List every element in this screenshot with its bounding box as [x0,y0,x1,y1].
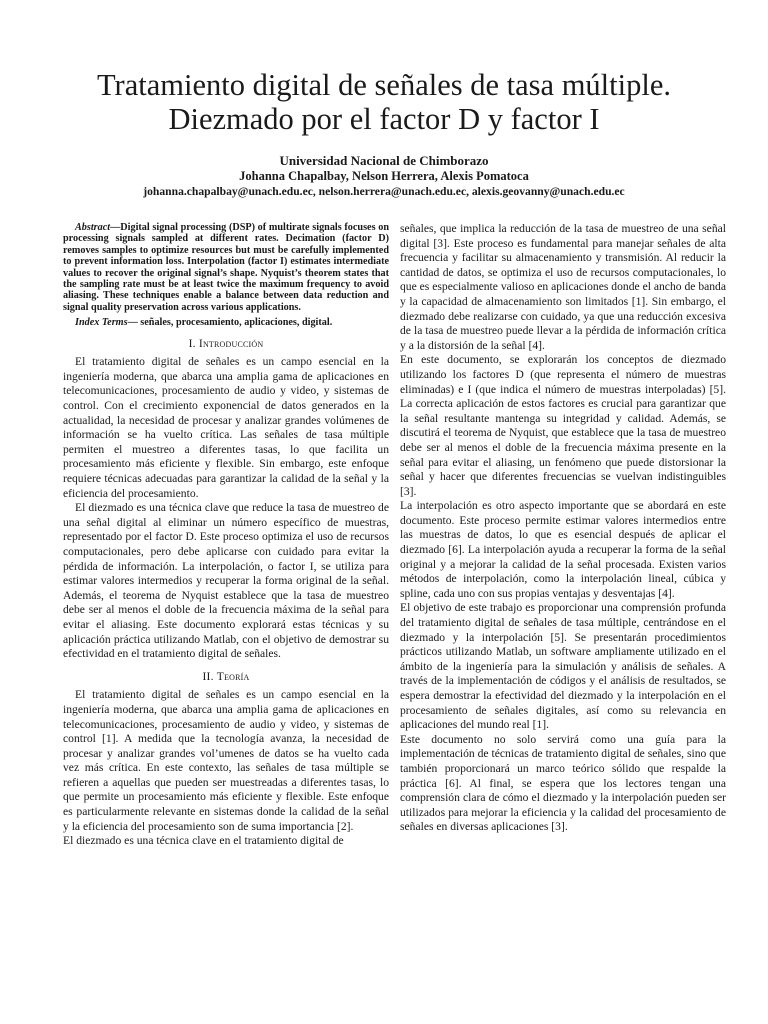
paragraph: Este documento no solo servirá como una guía para la implementación de técnicas de tratamiento digital de señales, sino que también proporcionará un marco teórico sólido que respalde la práctica [6]. Al final, se espera que los lectores tengan una comprensión clara de cómo el diezmado y la interpolación pueden ser utilizados para mejorar la eficiencia y la calidad del procesamiento de señales en diversas aplicaciones [3]. [400,732,726,834]
author-names: Johanna Chapalbay, Nelson Herrera, Alexis Pomatoca [239,168,529,183]
abstract [63,222,389,313]
author-emails: johanna.chapalbay@unach.edu.ec, nelson.herrera@unach.edu.ec, alexis.geovanny@unach.edu.ec [143,185,625,198]
author-block [40,153,728,200]
paragraph: El objetivo de este trabajo es proporcionar una comprensión profunda del tratamiento digital de señales de tasa múltiple, centrándose en el diezmado y la interpolación [5]. Se presentarán procedimientos prácticos utilizando Matlab, un software ampliamente utilizado en el ámbito de la ingeniería para la simulación y análisis de señales. A través de la implementación de códigos y el análisis de resultados, se espera demostrar la efectividad del diezmado y la interpolación en el procesamiento de señales digitales, así como su relevancia en aplicaciones del mundo real [1]. [400,601,726,732]
index-terms-text: — señales, procesamiento, aplicaciones, digital. [127,317,333,329]
right-column [400,222,726,835]
paragraph: La interpolación es otro aspecto importante que se abordará en este documento. Este proceso permite estimar valores intermedios entre las muestras de datos, lo que es esencial después de aplicar el diezmado [6]. La interpolación ayuda a recuperar la forma de la señal original y a mejorar la calidad de la señal procesada. Existen varios métodos de interpolación, como la interpolación lineal, cúbica y spline, cada uno con sus propias ventajas y desventajas [4]. [400,499,726,600]
title-line-2: Diezmado por el factor D y factor I [168,102,600,136]
paragraph: El tratamiento digital de señales es un campo esencial en la ingeniería moderna, que abarca una amplia gama de aplicaciones en telecomunicaciones, procesamiento de audio y video, y sistemas de control. Con el crecimiento exponencial de datos generados en la actualidad, la necesidad de procesar y analizar grandes volúmenes de información se ha vuelto crítica. Las señales de tasa múltiple permiten el muestreo a diferentes tasas, lo que facilita un procesamiento más eficiente y flexible. Sin embargo, este enfoque requiere técnicas adecuadas para garantizar la calidad de la señal y la eficiencia del procesamiento. [63,355,389,500]
abstract-text: —Digital signal processing (DSP) of multirate signals focuses on processing signals sampled at different rates. Decimation (factor D) removes samples to optimize resources but must be carefully implemented to prevent information loss. Interpolation (factor I) estimates intermediate values to recover the original signal’s shape. Nyquist’s theorem states that the sampling rate must be at least twice the maximum frequency to avoid aliasing. These techniques enable a balance between data reduction and signal quality preservation across various applications. [63,222,389,313]
section-number: I. [188,336,196,350]
index-terms [63,317,389,328]
paper-title [40,68,728,136]
paragraph: El tratamiento digital de señales es un campo esencial en la ingeniería moderna, que abarca una amplia gama de aplicaciones en telecomunicaciones, procesamiento de audio y video, y sistemas de control [1]. A medida que la tecnología avanza, la necesidad de procesar y analizar grandes vol’umenes de datos se ha vuelto cada vez más crítica. En este contexto, las señales de tasa múltiple se refieren a aquellas que pueden ser muestreadas a diferentes tasas, lo que permite un procesamiento más eficiente y flexible. Este enfoque es particularmente relevante en sistemas donde la calidad de la señal y la eficiencia del procesamiento son de suma importancia [2]. [63,688,389,833]
section-title: Teoría [216,669,250,683]
university-name: Universidad Nacional de Chimborazo [279,153,489,168]
paragraph: señales, que implica la reducción de la tasa de muestreo de una señal digital [3]. Este proceso es fundamental para manejar señales de alta frecuencia y facilitar su almacenamiento y transmisión. Al reducir la cantidad de datos, se optimiza el uso de recursos computacionales, lo que es especialmente valioso en aplicaciones donde el ancho de banda y la capacidad de almacenamiento son limitados [1]. Sin embargo, el diezmado debe realizarse con cuidado, ya que una reducción excesiva de la tasa de muestreo puede llevar a la pérdida de información crítica y a la distorsión de la señal [4]. [400,222,726,352]
section-title: Introducción [198,336,264,350]
left-column [63,222,389,849]
paragraph: El diezmado es una técnica clave que reduce la tasa de muestreo de una señal digital al eliminar un número específico de muestras, representado por el factor D. Este proceso optimiza el uso de recursos computacionales, pero debe aplicarse con cuidado para evitar la pérdida de información. La interpolación, o factor I, se utiliza para estimar valores intermedios y recuperar la forma original de la señal. Además, el teorema de Nyquist establece que la tasa de muestreo debe ser al menos el doble de la frecuencia máxima de la señal para evitar el aliasing. Este documento explorará estas técnicas y su aplicación práctica utilizando Matlab, con el objetivo de demostrar su efectividad en el tratamiento digital de señales. [63,501,389,661]
paragraph: El diezmado es una técnica clave en el tratamiento digital de [63,834,344,848]
section-heading-introduccion [63,337,389,352]
abstract-label: Abstract [75,222,111,233]
section-heading-teoria [63,670,389,685]
paragraph: En este documento, se explorarán los conceptos de diezmado utilizando los factores D (que representa el número de muestras eliminadas) e I (que indica el número de muestras interpoladas) [5]. La correcta aplicación de estos factores es crucial para garantizar que la señal resultante mantenga su integridad y calidad. Además, se discutirá el teorema de Nyquist, que establece que la tasa de muestreo debe ser al menos el doble de la frecuencia máxima presente en la señal para evitar el aliasing, un fenómeno que puede distorsionar la señal y hacer que diferentes frecuencias se vuelvan indistinguibles [3]. [400,353,726,498]
title-line-1: Tratamiento digital de señales de tasa múltiple. [96,68,671,102]
section-number: II. [202,669,214,683]
index-terms-label: Index Terms [75,317,128,329]
